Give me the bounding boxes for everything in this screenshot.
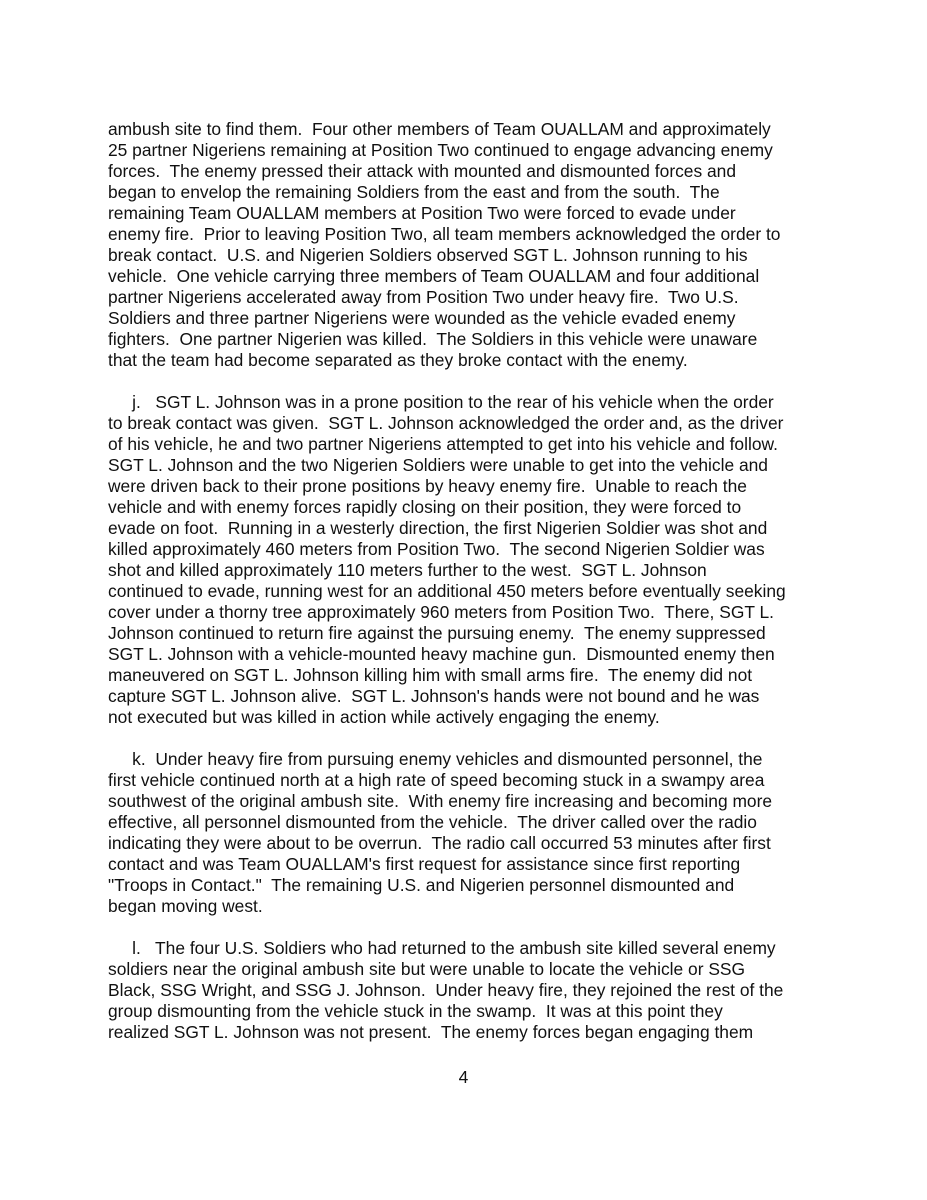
text-line: to break contact was given. SGT L. Johnson acknowledged the order and, as the driver	[108, 413, 784, 433]
text-line: 25 partner Nigeriens remaining at Position Two continued to engage advancing enemy	[108, 140, 773, 160]
paragraph	[108, 392, 828, 728]
text-line: began moving west.	[108, 896, 263, 916]
text-line: cover under a thorny tree approximately 960 meters from Position Two. There, SGT L.	[108, 602, 774, 622]
text-line: indicating they were about to be overrun. The radio call occurred 53 minutes after first	[108, 833, 771, 853]
text-line: effective, all personnel dismounted from the vehicle. The driver called over the radio	[108, 812, 757, 832]
paragraph	[108, 938, 828, 1043]
text-line: soldiers near the original ambush site but were unable to locate the vehicle or SSG	[108, 959, 746, 979]
text-line: evade on foot. Running in a westerly direction, the first Nigerien Soldier was shot and	[108, 518, 768, 538]
text-line: break contact. U.S. and Nigerien Soldiers observed SGT L. Johnson running to his	[108, 245, 748, 265]
text-line: forces. The enemy pressed their attack with mounted and dismounted forces and	[108, 161, 737, 181]
text-line: k. Under heavy fire from pursuing enemy vehicles and dismounted personnel, the	[108, 749, 763, 769]
text-line: were driven back to their prone positions by heavy enemy fire. Unable to reach the	[108, 476, 747, 496]
text-line: contact and was Team OUALLAM's first request for assistance since first reporting	[108, 854, 741, 874]
text-line: l. The four U.S. Soldiers who had returned to the ambush site killed several enemy	[108, 938, 776, 958]
text-line: continued to evade, running west for an additional 450 meters before eventually seeking	[108, 581, 786, 601]
document-body	[108, 119, 828, 1064]
text-line: enemy fire. Prior to leaving Position Two, all team members acknowledged the order to	[108, 224, 781, 244]
text-line: group dismounting from the vehicle stuck in the swamp. It was at this point they	[108, 1001, 723, 1021]
text-line: partner Nigeriens accelerated away from Position Two under heavy fire. Two U.S.	[108, 287, 739, 307]
text-line: j. SGT L. Johnson was in a prone position to the rear of his vehicle when the order	[108, 392, 774, 412]
text-line: southwest of the original ambush site. With enemy fire increasing and becoming more	[108, 791, 773, 811]
page-number-text: 4	[458, 1067, 469, 1087]
page-number	[0, 1067, 927, 1088]
text-line: not executed but was killed in action while actively engaging the enemy.	[108, 707, 660, 727]
text-line: remaining Team OUALLAM members at Position Two were forced to evade under	[108, 203, 736, 223]
text-line: "Troops in Contact." The remaining U.S. and Nigerien personnel dismounted and	[108, 875, 735, 895]
text-line: Black, SSG Wright, and SSG J. Johnson. Under heavy fire, they rejoined the rest of the	[108, 980, 784, 1000]
text-line: began to envelop the remaining Soldiers from the east and from the south. The	[108, 182, 720, 202]
text-line: first vehicle continued north at a high rate of speed becoming stuck in a swampy area	[108, 770, 765, 790]
text-line: shot and killed approximately 110 meters further to the west. SGT L. Johnson	[108, 560, 707, 580]
text-line: Soldiers and three partner Nigeriens were wounded as the vehicle evaded enemy	[108, 308, 736, 328]
text-line: maneuvered on SGT L. Johnson killing him with small arms fire. The enemy did not	[108, 665, 753, 685]
text-line: vehicle and with enemy forces rapidly closing on their position, they were forced to	[108, 497, 742, 517]
text-line: capture SGT L. Johnson alive. SGT L. Johnson's hands were not bound and he was	[108, 686, 760, 706]
text-line: Johnson continued to return fire against the pursuing enemy. The enemy suppressed	[108, 623, 766, 643]
text-line: realized SGT L. Johnson was not present. The enemy forces began engaging them	[108, 1022, 754, 1042]
text-line: SGT L. Johnson and the two Nigerien Soldiers were unable to get into the vehicle and	[108, 455, 768, 475]
text-line: killed approximately 460 meters from Position Two. The second Nigerien Soldier was	[108, 539, 765, 559]
text-line: that the team had become separated as they broke contact with the enemy.	[108, 350, 688, 370]
text-line: ambush site to find them. Four other members of Team OUALLAM and approximately	[108, 119, 771, 139]
paragraph	[108, 749, 828, 917]
paragraph	[108, 119, 828, 371]
text-line: vehicle. One vehicle carrying three members of Team OUALLAM and four additional	[108, 266, 760, 286]
text-line: fighters. One partner Nigerien was killed. The Soldiers in this vehicle were unaware	[108, 329, 758, 349]
text-line: SGT L. Johnson with a vehicle-mounted heavy machine gun. Dismounted enemy then	[108, 644, 775, 664]
text-line: of his vehicle, he and two partner Nigeriens attempted to get into his vehicle and follow.	[108, 434, 778, 454]
